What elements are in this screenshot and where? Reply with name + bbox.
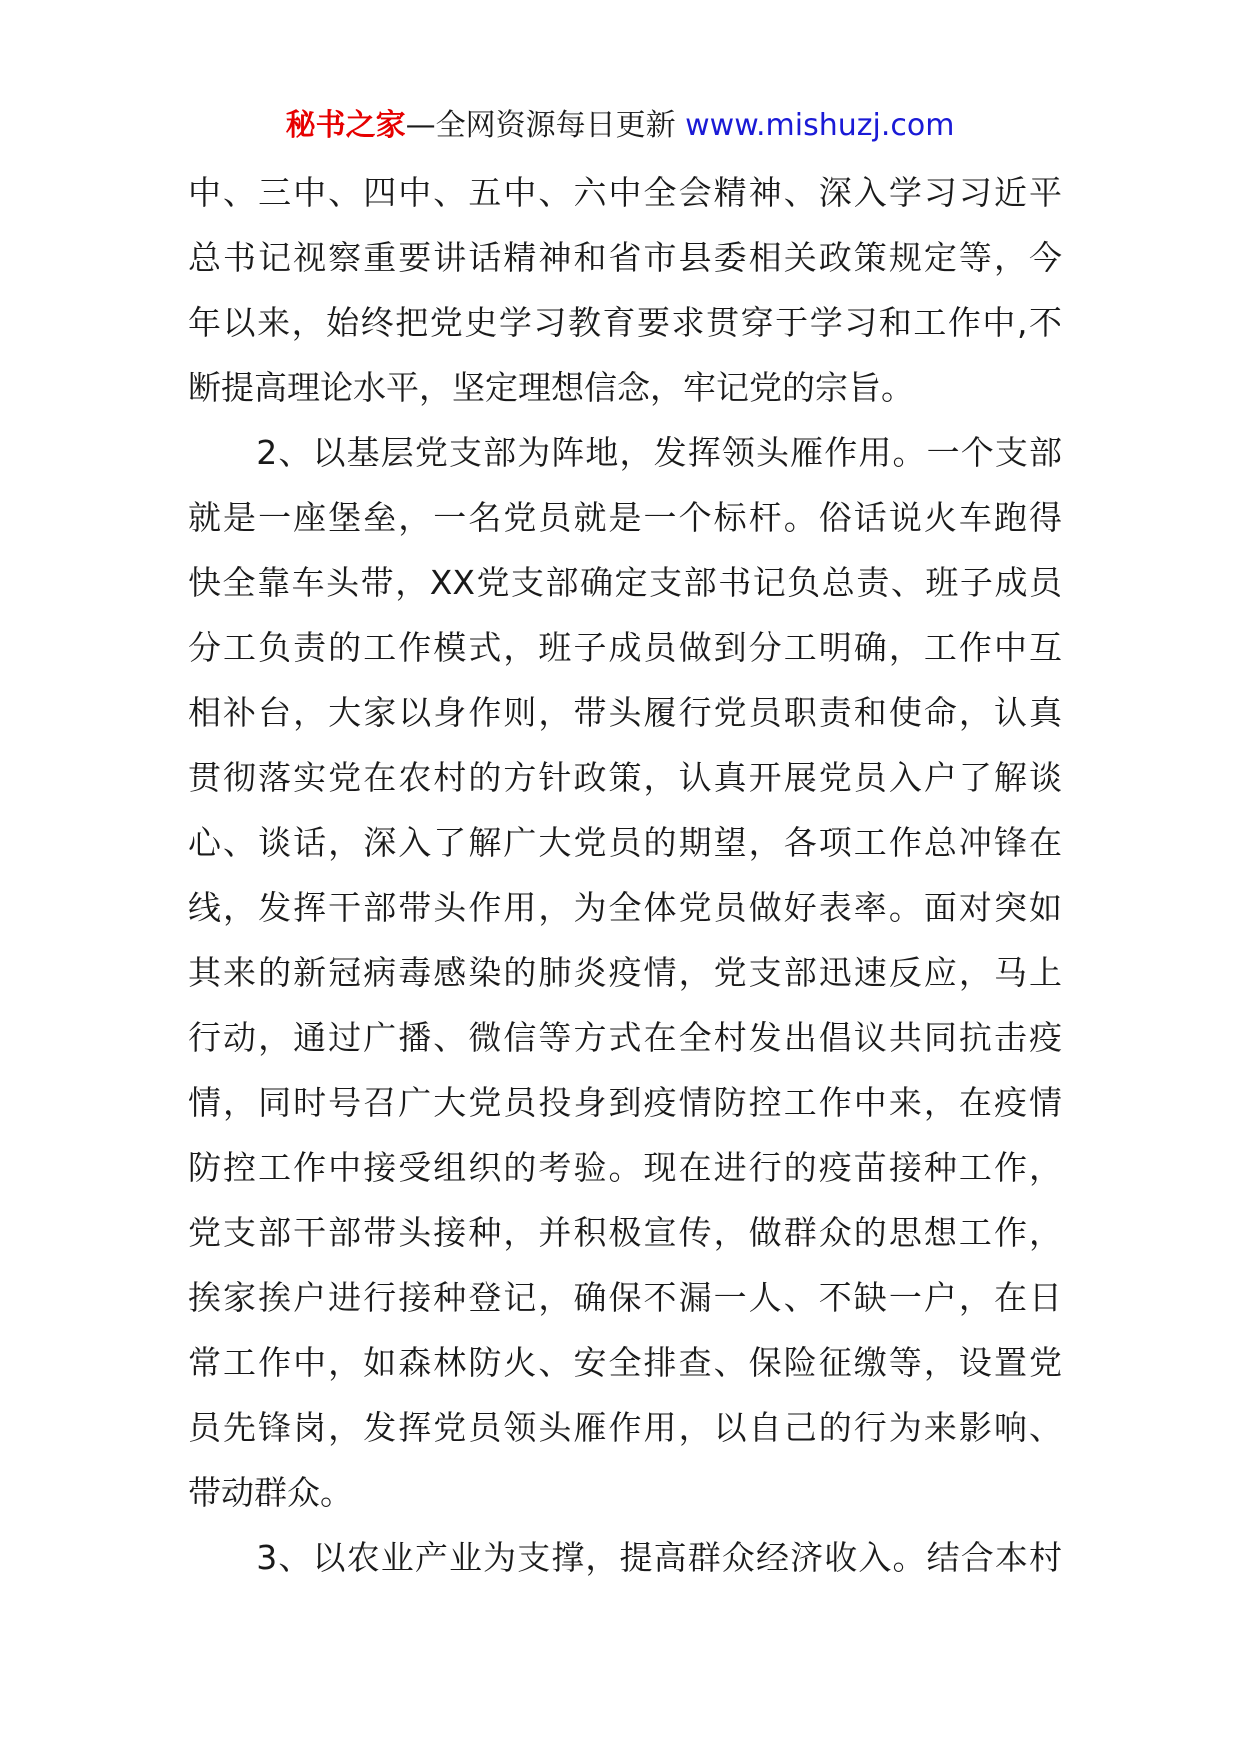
text-line: 党支部干部带头接种，并积极宣传，做群众的思想工作，: [188, 1213, 1062, 1252]
text-line: 常工作中，如森林防火、安全排查、保险征缴等，设置党: [188, 1343, 1062, 1382]
text-line: 快全靠车头带，XX党支部确定支部书记负总责、班子成员: [188, 563, 1062, 602]
text-line: 员先锋岗，发挥党员领头雁作用，以自己的行为来影响、: [188, 1408, 1062, 1447]
text-line: 情，同时号召广大党员投身到疫情防控工作中来，在疫情: [188, 1083, 1062, 1122]
site-brand: 秘书之家: [285, 108, 406, 143]
text-line: 贯彻落实党在农村的方针政策，认真开展党员入户了解谈: [188, 758, 1062, 797]
text-line: 年以来，始终把党史学习教育要求贯穿于学习和工作中,不: [188, 303, 1062, 342]
text-line: 防控工作中接受组织的考验。现在进行的疫苗接种工作，: [188, 1148, 1062, 1187]
text-line: 线，发挥干部带头作用，为全体党员做好表率。面对突如: [188, 888, 1062, 927]
text-line: 断提高理论水平，坚定理想信念，牢记党的宗旨。: [188, 368, 914, 407]
text-line: 其来的新冠病毒感染的肺炎疫情，党支部迅速反应，马上: [188, 953, 1062, 992]
text-line: 2、以基层党支部为阵地，发挥领头雁作用。一个支部: [188, 433, 1062, 472]
site-slogan: —全网资源每日更新: [405, 108, 676, 143]
text-line: 总书记视察重要讲话精神和省市县委相关政策规定等，今: [188, 238, 1062, 277]
text-line: 3、以农业产业为支撑，提高群众经济收入。结合本村: [188, 1538, 1062, 1577]
site-url-link[interactable]: www.mishuzj.com: [685, 108, 955, 143]
text-line: 中、三中、四中、五中、六中全会精神、深入学习习近平: [188, 173, 1062, 212]
site-header: [0, 98, 1240, 154]
text-line: 挨家挨户进行接种登记，确保不漏一人、不缺一户，在日: [188, 1278, 1062, 1317]
text-line: 相补台，大家以身作则，带头履行党员职责和使命，认真: [188, 693, 1062, 732]
document-body: [188, 160, 1062, 1590]
text-line: 心、谈话，深入了解广大党员的期望，各项工作总冲锋在: [188, 823, 1062, 862]
text-line: 带动群众。: [188, 1473, 353, 1512]
text-line: 就是一座堡垒，一名党员就是一个标杆。俗话说火车跑得: [188, 498, 1062, 537]
text-line: 行动，通过广播、微信等方式在全村发出倡议共同抗击疫: [188, 1018, 1062, 1057]
text-line: 分工负责的工作模式，班子成员做到分工明确，工作中互: [188, 628, 1062, 667]
